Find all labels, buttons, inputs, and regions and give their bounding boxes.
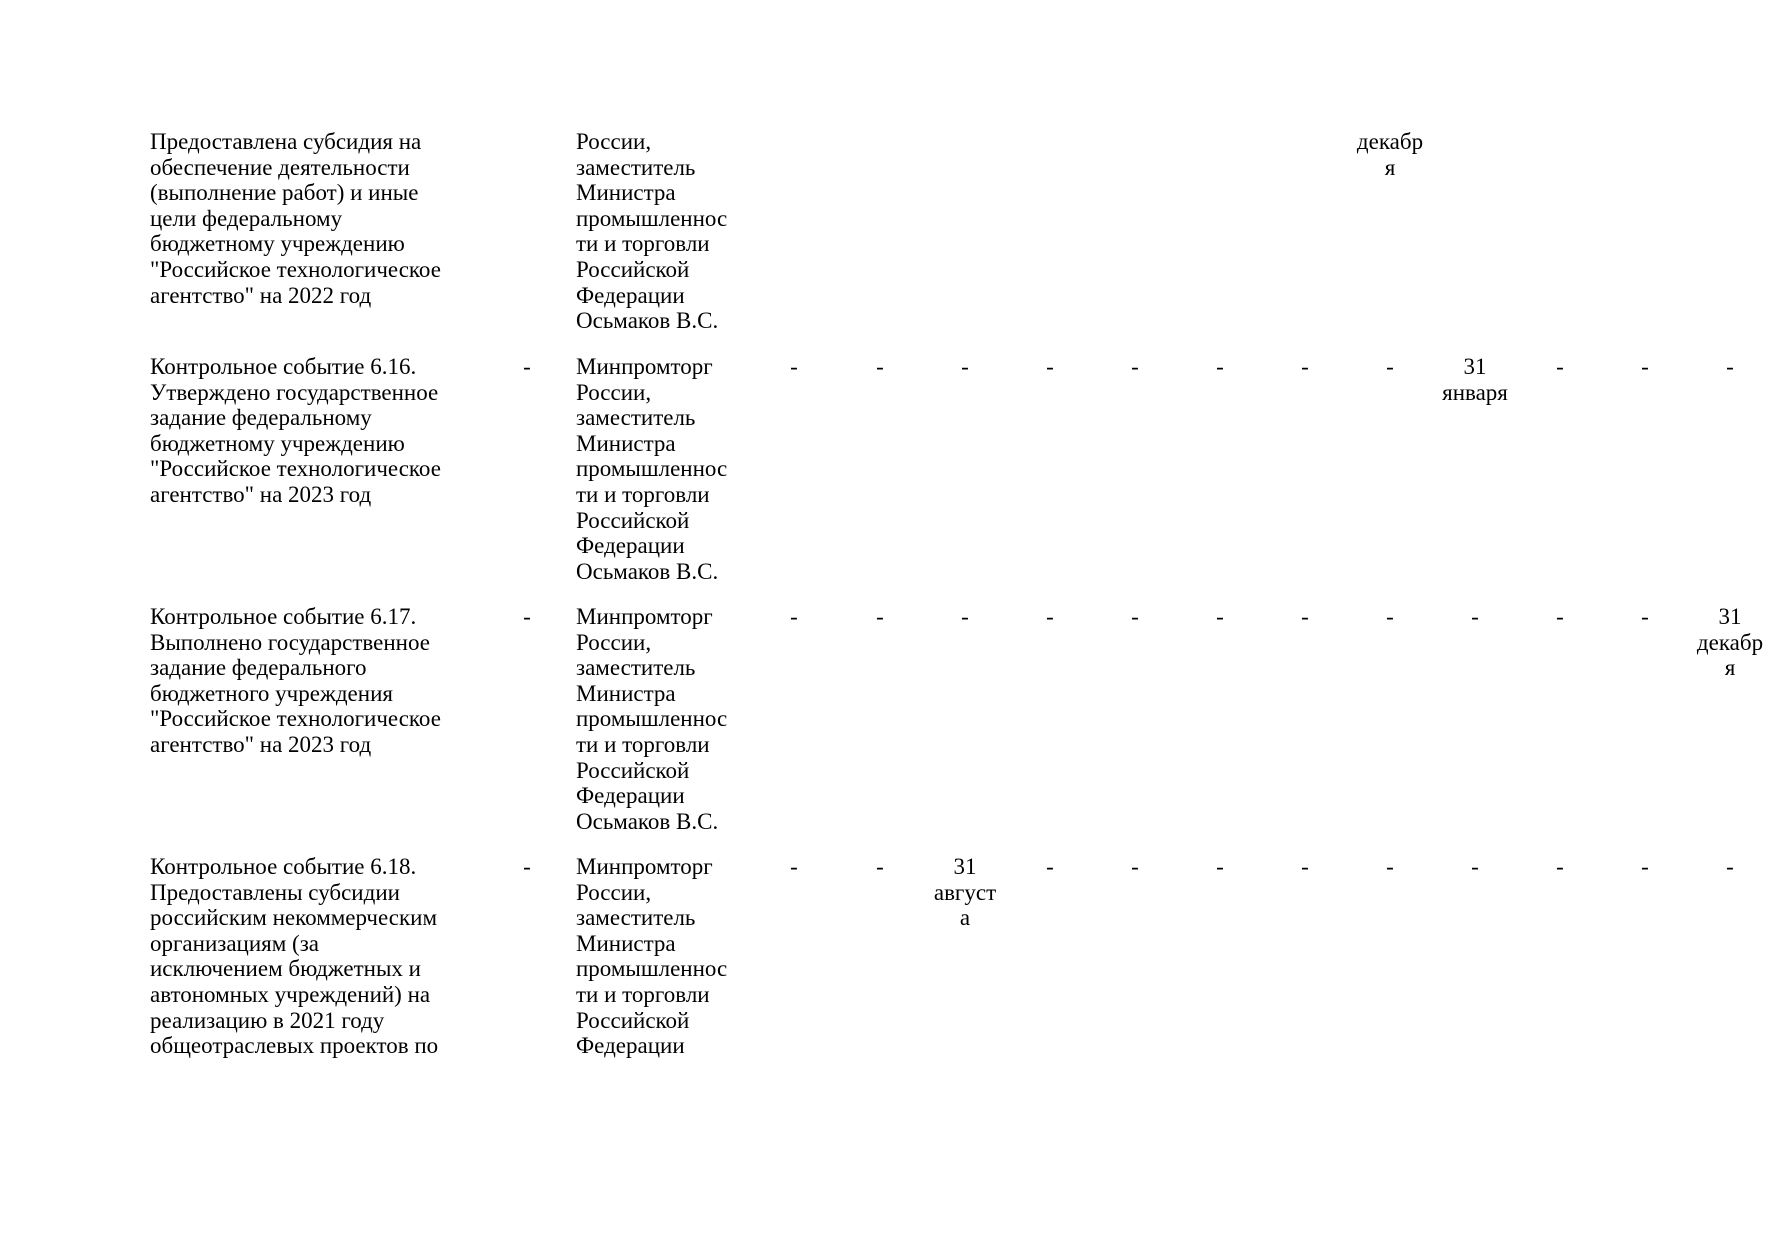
event-description: Контрольное событие 6.18. Предоставлены субсидии российским некоммерческим организациям (за исключением бюджетных и автономных учреждений) на реализацию в 2021 году общеотраслевых проектов по: [150, 854, 439, 1059]
month-cell: декабр я: [1356, 129, 1424, 180]
month-cell: -: [1216, 854, 1224, 879]
dash-cell: -: [523, 854, 531, 879]
month-cell: -: [790, 354, 798, 379]
month-cell: -: [1131, 604, 1139, 629]
month-cell: -: [1131, 354, 1139, 379]
month-cell: -: [876, 354, 884, 379]
month-cell: -: [1471, 604, 1479, 629]
month-cell: 31 декабр я: [1696, 604, 1764, 681]
month-cell: -: [1301, 354, 1309, 379]
month-cell: -: [961, 354, 969, 379]
month-cell: -: [1131, 854, 1139, 879]
month-cell: -: [876, 604, 884, 629]
month-cell: -: [1386, 854, 1394, 879]
month-cell: -: [1301, 854, 1309, 879]
month-cell: -: [1216, 604, 1224, 629]
event-description: Контрольное событие 6.17. Выполнено государственное задание федерального бюджетного учреждения "Российское технологическое агентство" на 2023 год: [150, 604, 441, 757]
month-cell: -: [961, 604, 969, 629]
month-cell: -: [1556, 354, 1564, 379]
responsible-person: России, заместитель Министра промышленнос ти и торговли Российской Федерации Осьмаков В.С.: [576, 129, 728, 334]
month-cell: -: [1641, 354, 1649, 379]
dash-cell: -: [523, 354, 531, 379]
month-cell: -: [1556, 854, 1564, 879]
month-cell: -: [790, 604, 798, 629]
month-cell: -: [1726, 354, 1734, 379]
month-cell: 31 января: [1442, 354, 1508, 405]
month-cell: -: [1386, 354, 1394, 379]
month-cell: -: [1046, 354, 1054, 379]
month-cell: -: [1471, 854, 1479, 879]
dash-cell: -: [523, 604, 531, 629]
month-cell: -: [1046, 604, 1054, 629]
month-cell: -: [1726, 854, 1734, 879]
month-cell: -: [790, 854, 798, 879]
event-description: Предоставлена субсидия на обеспечение деятельности (выполнение работ) и иные цели федеральному бюджетному учреждению "Российское технологическое агентство" на 2022 год: [150, 129, 441, 308]
month-cell: -: [876, 854, 884, 879]
month-cell: -: [1046, 854, 1054, 879]
responsible-person: Минпромторг России, заместитель Министра промышленнос ти и торговли Российской Федерации Осьмаков В.С.: [576, 354, 728, 584]
month-cell: -: [1641, 604, 1649, 629]
month-cell: -: [1301, 604, 1309, 629]
responsible-person: Минпромторг России, заместитель Министра промышленнос ти и торговли Российской Федерации Осьмаков В.С.: [576, 604, 728, 834]
month-cell: -: [1556, 604, 1564, 629]
month-cell: -: [1641, 854, 1649, 879]
month-cell: -: [1386, 604, 1394, 629]
responsible-person: Минпромторг России, заместитель Министра промышленнос ти и торговли Российской Федерации: [576, 854, 728, 1059]
event-description: Контрольное событие 6.16. Утверждено государственное задание федеральному бюджетному учреждению "Российское технологическое агентство" на 2023 год: [150, 354, 441, 507]
month-cell: 31 август а: [933, 854, 997, 931]
month-cell: -: [1216, 354, 1224, 379]
